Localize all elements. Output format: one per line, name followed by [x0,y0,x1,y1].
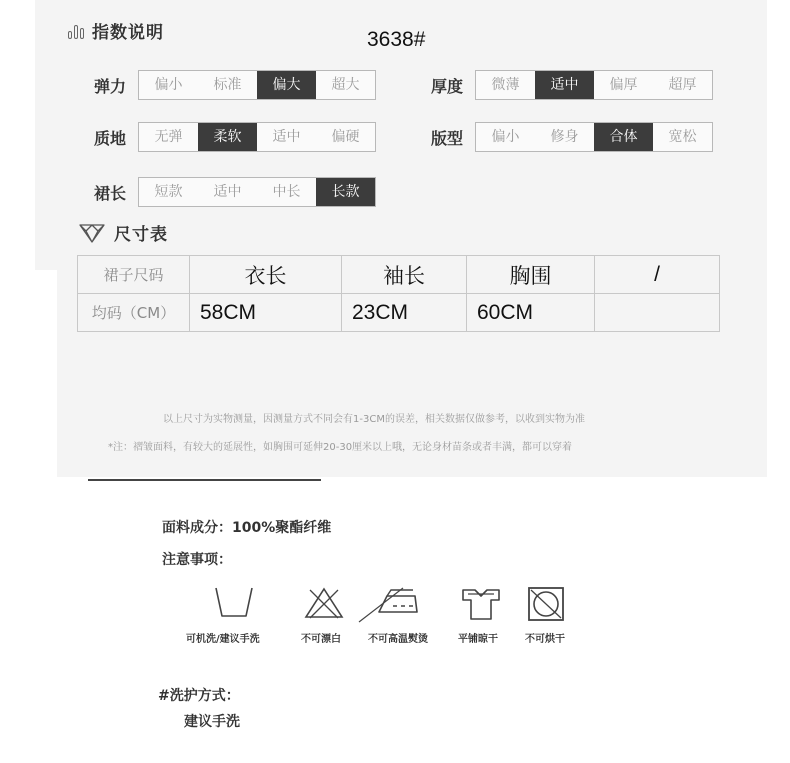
option-chip: 无弹 [154,129,183,145]
option-group [138,177,376,207]
size-section-header [78,220,168,245]
option-chip: 修身 [550,129,579,145]
machine-wash-icon [212,586,256,620]
table-cell: 衣长 [190,256,342,294]
care-label: 可机洗/建议手洗 [186,634,260,645]
option-chip-selected: 合体 [594,123,653,151]
attr-label: 裙长 [94,183,127,203]
table-cell: 袖长 [342,256,467,294]
option-chip: 偏小 [154,77,183,93]
attr-row-thickness [431,70,713,100]
attr-label: 质地 [94,128,127,148]
attr-row-texture [94,122,376,152]
measurement-note: 以上尺寸为实物测量，因测量方式不同会有1-3CM的误差，相关数据仅做参考，以收到实物为准 [163,414,585,425]
fabric-stretch-note: *注：褶皱面料，有较大的延展性，如胸围可延伸20-30厘米以上哦，无论身材苗条或者丰满，都可以穿着 [108,442,573,453]
size-table [77,255,720,332]
option-chip: 短款 [154,184,183,200]
bars-chart-icon [68,23,84,39]
care-title: 注意事项： [162,552,232,568]
option-chip: 偏小 [491,129,520,145]
attr-row-skirt-length [94,177,376,207]
table-cell: 60CM [467,294,595,332]
table-cell: 裙子尺码 [78,256,190,294]
option-chip: 超厚 [668,77,697,93]
option-chip-selected: 柔软 [198,123,257,151]
table-cell: 23CM [342,294,467,332]
option-chip-selected: 偏大 [257,71,316,99]
fabric-composition: 面料成分：100%聚酯纤维 [162,520,332,536]
option-chip: 适中 [213,184,242,200]
option-chip-selected: 长款 [316,178,375,206]
table-cell: 58CM [190,294,342,332]
index-section-header [68,18,164,43]
size-section-title: 尺寸表 [114,225,168,245]
option-chip: 偏厚 [609,77,638,93]
table-header-row [78,256,720,294]
attr-row-elasticity [94,70,376,100]
panel-strip [35,0,57,270]
care-label: 平铺晾干 [458,634,498,645]
no-bleach-icon [302,586,346,620]
divider [88,479,321,481]
option-chip: 偏硬 [331,129,360,145]
option-chip: 宽松 [668,129,697,145]
option-chip: 适中 [272,129,301,145]
attr-label: 弹力 [94,76,127,96]
diamond-icon [78,222,106,244]
table-cell [595,294,720,332]
option-chip: 标准 [213,77,242,93]
option-group [475,70,713,100]
wash-method-title: #洗护方式： [158,688,240,704]
index-section-title: 指数说明 [92,23,164,43]
wash-method-value: 建议手洗 [184,714,240,730]
care-label: 不可烘干 [525,634,565,645]
attr-row-fit [431,122,713,152]
flat-dry-icon [460,586,502,622]
option-chip-selected: 适中 [535,71,594,99]
option-chip: 中长 [272,184,301,200]
attr-label: 版型 [431,128,464,148]
table-cell: 胸围 [467,256,595,294]
care-label: 不可高温熨烫 [368,634,428,645]
option-chip: 微薄 [491,77,520,93]
option-chip: 超大 [331,77,360,93]
no-tumble-dry-icon [527,586,565,622]
no-high-temp-iron-icon [357,584,423,624]
option-group [475,122,713,152]
product-code: 3638# [367,28,426,51]
option-group [138,122,376,152]
option-group [138,70,376,100]
table-cell: 均码（CM） [78,294,190,332]
attr-label: 厚度 [431,76,464,96]
table-cell: / [595,256,720,294]
table-row [78,294,720,332]
care-label: 不可漂白 [301,634,341,645]
